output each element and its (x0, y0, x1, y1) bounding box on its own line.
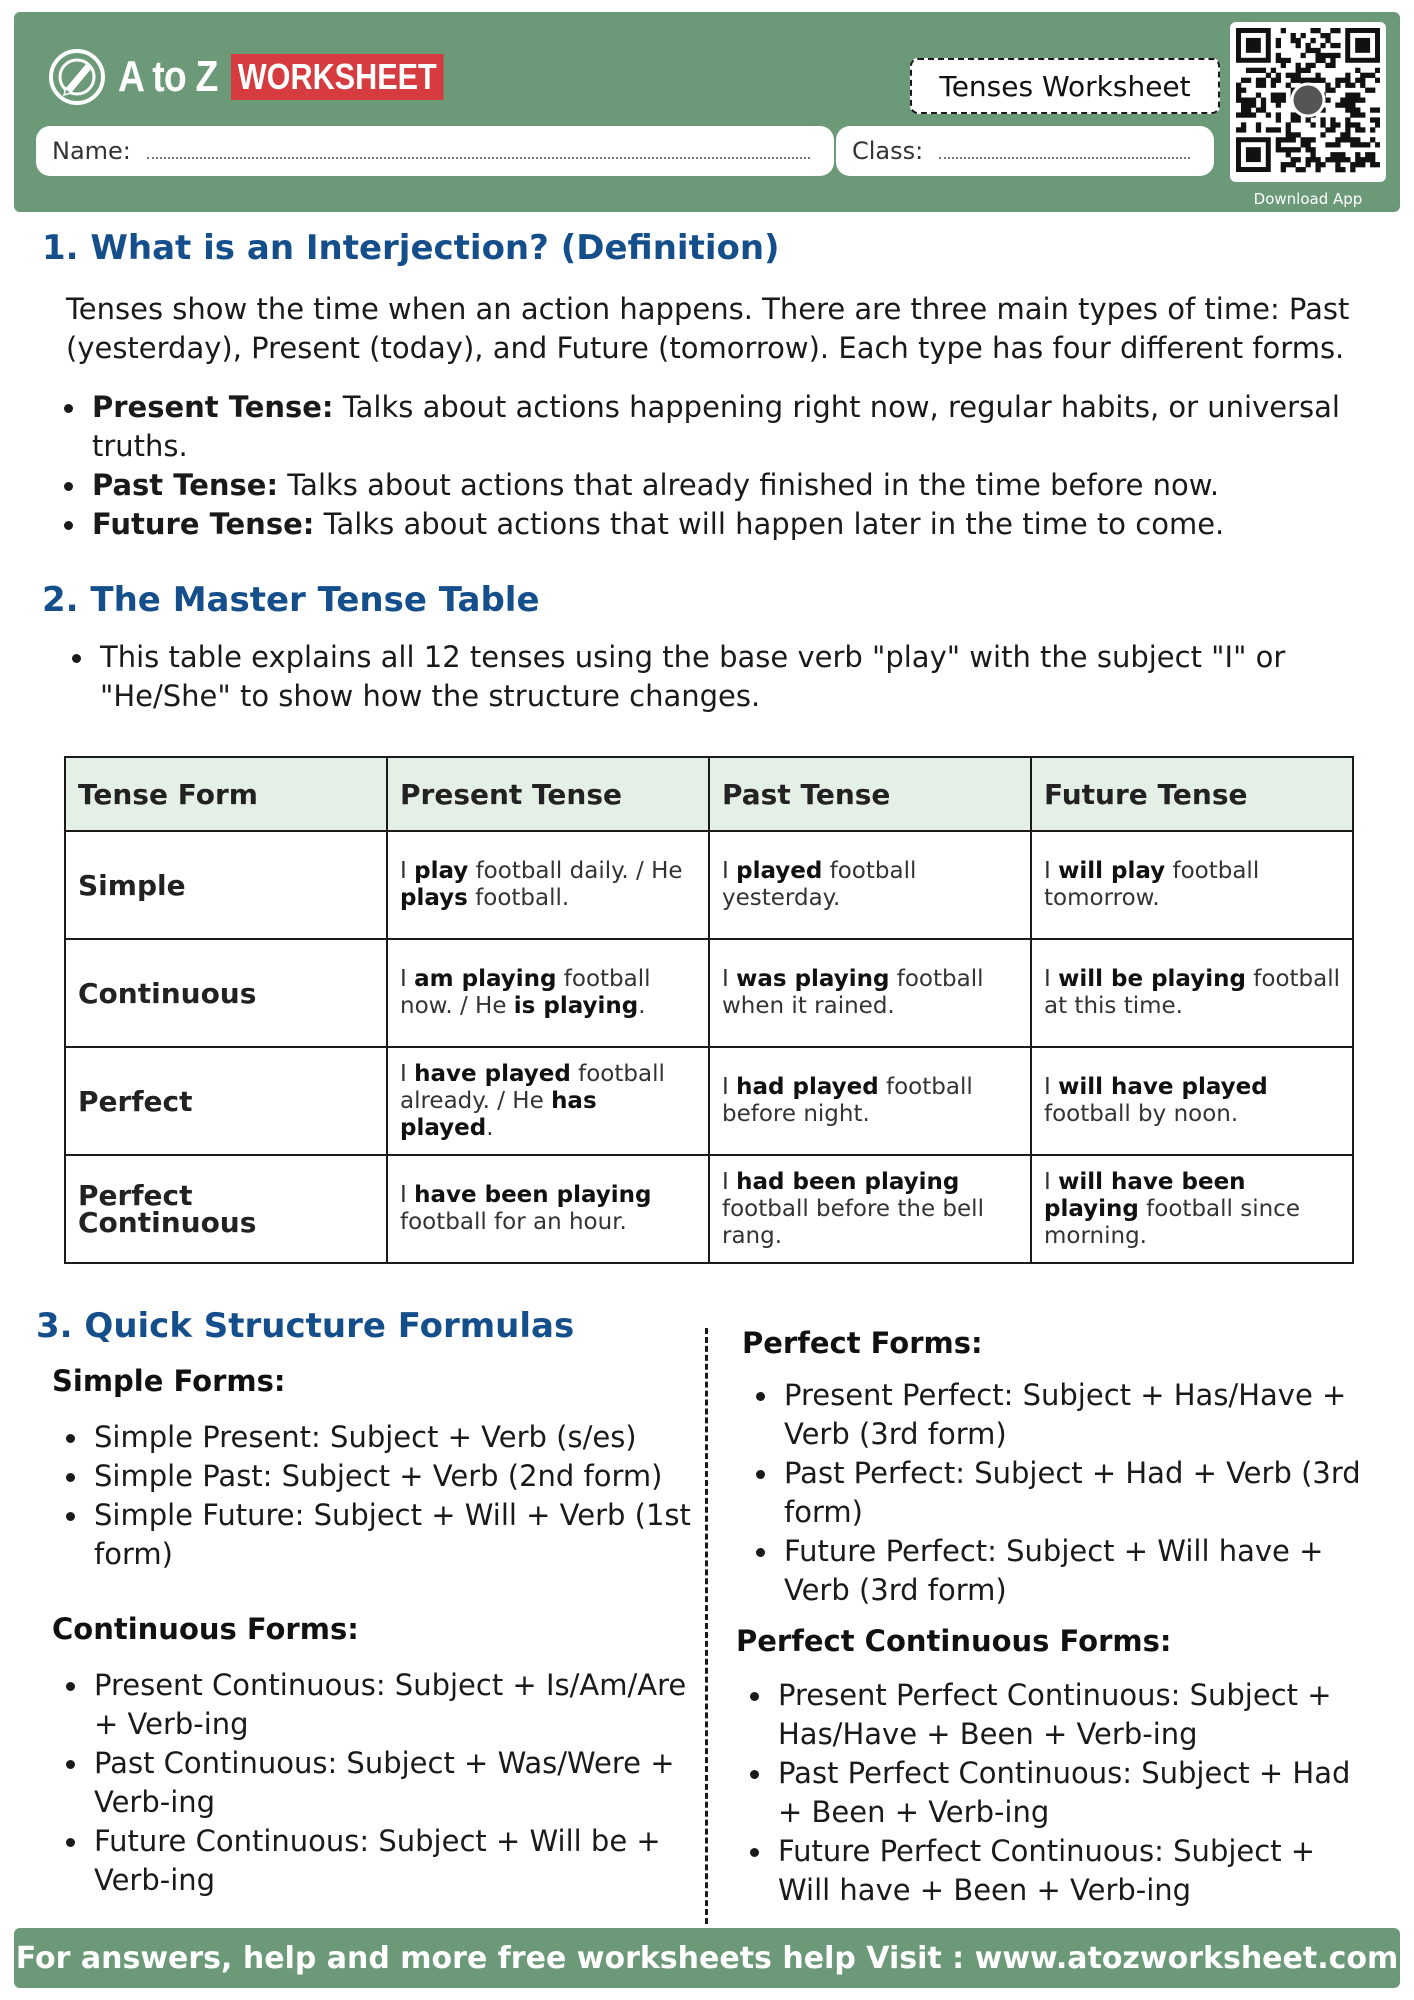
section3-heading: 3. Quick Structure Formulas (36, 1306, 575, 1346)
example-text: I (1044, 858, 1059, 884)
section1-heading: 1. What is an Interjection? (Definition) (42, 228, 780, 268)
formula-item: Past Continuous: Subject + Was/Were + Verb-ing (62, 1744, 692, 1822)
example-text: I (722, 858, 737, 884)
definition-paragraph: Tenses show the time when an action happens. There are three main types of time: Past (yesterday), Present (today), and Future (tomorrow). Each type has four different forms. (66, 292, 1350, 365)
formula-item: Past Perfect Continuous: Subject + Had + Been + Verb-ing (746, 1754, 1376, 1832)
example-text: . (638, 993, 646, 1019)
tense-type-description: Talks about actions that already finished in the time before now. (278, 468, 1220, 502)
perfect-forms-title: Perfect Forms: (742, 1326, 983, 1360)
tense-type-term: Future Tense: (92, 507, 315, 541)
logo (48, 48, 481, 106)
example-text: I (722, 966, 737, 992)
example-text: I (722, 1074, 737, 1100)
verb-highlight: plays (400, 885, 468, 911)
formula-item: Past Perfect: Subject + Had + Verb (3rd form) (752, 1454, 1382, 1532)
verb-highlight: has played (400, 1087, 597, 1141)
example-text: . (486, 1114, 494, 1141)
example-text: football already. / He (400, 1060, 665, 1114)
future-example-cell (1031, 1155, 1353, 1263)
future-example-cell (1031, 1047, 1353, 1155)
formula-item: Simple Present: Subject + Verb (s/es) (62, 1418, 692, 1457)
section2-heading: 2. The Master Tense Table (42, 580, 540, 620)
verb-highlight: was playing (736, 966, 890, 992)
class-label: Class: (852, 137, 924, 165)
column-divider (705, 1328, 708, 1924)
class-blank-line (939, 143, 1190, 159)
perfect-continuous-forms-title: Perfect Continuous Forms: (736, 1624, 1172, 1658)
verb-highlight: had played (736, 1074, 879, 1100)
qr-code[interactable] (1230, 22, 1386, 182)
present-example-cell (387, 831, 709, 939)
pencil-globe-icon (48, 48, 106, 106)
class-field[interactable] (836, 126, 1214, 176)
example-text: football by noon. (1044, 1101, 1239, 1127)
formula-item: Future Perfect: Subject + Will have + Verb (3rd form) (752, 1532, 1382, 1610)
verb-highlight: have played (414, 1060, 571, 1087)
name-blank-line (147, 143, 810, 159)
tense-form-cell: Perfect (65, 1047, 387, 1155)
perfect-continuous-forms-list (746, 1676, 1376, 1910)
example-text: I (1044, 1074, 1059, 1100)
formula-item: Present Continuous: Subject + Is/Am/Are + Verb-ing (62, 1666, 692, 1744)
example-text: I (400, 858, 415, 884)
simple-forms-title: Simple Forms: (52, 1364, 286, 1398)
verb-highlight: will be playing (1058, 966, 1246, 992)
formula-item: Simple Future: Subject + Will + Verb (1st form) (62, 1496, 692, 1574)
tense-type-description: Talks about actions happening right now, regular habits, or universal truths. (92, 390, 1340, 463)
present-example-cell (387, 939, 709, 1047)
formula-item: Simple Past: Subject + Verb (2nd form) (62, 1457, 692, 1496)
table-intro-list (68, 638, 1358, 716)
future-example-cell (1031, 939, 1353, 1047)
master-tense-table (64, 756, 1354, 1264)
table-row (65, 939, 1353, 1047)
past-example-cell (709, 831, 1031, 939)
table-column-header: Past Tense (709, 757, 1031, 831)
example-text: I (1044, 1168, 1059, 1195)
continuous-forms-title: Continuous Forms: (52, 1612, 359, 1646)
formula-item: Present Perfect Continuous: Subject + Has/Have + Been + Verb-ing (746, 1676, 1376, 1754)
example-text: football at this time. (1044, 966, 1341, 1019)
table-intro-item: This table explains all 12 tenses using the base verb "play" with the subject "I" or "He/She" to show how the structure changes. (68, 638, 1358, 716)
example-text: football tomorrow. (1044, 858, 1260, 911)
tense-form-cell: Perfect Continuous (65, 1155, 387, 1263)
example-text: I (400, 966, 415, 992)
table-column-header: Tense Form (65, 757, 387, 831)
qr-code-icon (1236, 28, 1380, 176)
example-text: football. (467, 885, 570, 911)
tense-form-cell: Simple (65, 831, 387, 939)
verb-highlight: will play (1058, 858, 1166, 884)
example-text: I (722, 1168, 737, 1195)
continuous-forms-list (62, 1666, 692, 1900)
worksheet-title: Tenses Worksheet (910, 58, 1220, 114)
example-text: football daily. / He (468, 858, 683, 884)
example-text: football yesterday. (722, 858, 917, 911)
example-text: I (400, 1060, 415, 1087)
verb-highlight: am playing (414, 966, 557, 992)
formula-item: Future Continuous: Subject + Will be + Verb-ing (62, 1822, 692, 1900)
worksheet-header (14, 12, 1400, 212)
table-row (65, 1155, 1353, 1263)
tense-type-term: Past Tense: (92, 468, 279, 502)
tense-type-list (60, 388, 1350, 544)
tense-form-cell: Continuous (65, 939, 387, 1047)
verb-highlight: is playing (513, 993, 639, 1019)
formula-item: Future Perfect Continuous: Subject + Will have + Been + Verb-ing (746, 1832, 1376, 1910)
logo-badge: WORKSHEET (231, 54, 444, 100)
table-row (65, 831, 1353, 939)
example-text: football before night. (722, 1074, 973, 1127)
past-example-cell (709, 1047, 1031, 1155)
example-text: football since morning. (1044, 1195, 1300, 1249)
verb-highlight: will have been playing (1044, 1168, 1246, 1222)
example-text: football when it rained. (722, 966, 984, 1019)
tense-type-description: Talks about actions that will happen later in the time to come. (314, 507, 1225, 541)
formula-item: Present Perfect: Subject + Has/Have + Verb (3rd form) (752, 1376, 1382, 1454)
future-example-cell (1031, 831, 1353, 939)
example-text: football now. / He (400, 966, 651, 1019)
table-column-header: Future Tense (1031, 757, 1353, 831)
footer-banner: For answers, help and more free worksheets help Visit : www.atozworksheet.com (14, 1928, 1400, 1988)
example-text: I (400, 1182, 415, 1208)
tense-type-term: Present Tense: (92, 390, 334, 424)
table-row (65, 1047, 1353, 1155)
present-example-cell (387, 1047, 709, 1155)
table-header-row (65, 757, 1353, 831)
table-column-header: Present Tense (387, 757, 709, 831)
name-label: Name: (52, 137, 131, 165)
perfect-forms-list (752, 1376, 1382, 1610)
qr-caption: Download App (1253, 190, 1363, 208)
verb-highlight: play (414, 858, 469, 884)
present-example-cell (387, 1155, 709, 1263)
tense-type-item (60, 388, 1350, 466)
tense-type-item (60, 505, 1350, 544)
logo-text: A to Z (118, 52, 218, 101)
past-example-cell (709, 1155, 1031, 1263)
example-text: football for an hour. (400, 1209, 627, 1235)
simple-forms-list (62, 1418, 692, 1574)
verb-highlight: will have played (1058, 1074, 1268, 1100)
past-example-cell (709, 939, 1031, 1047)
verb-highlight: have been playing (414, 1182, 652, 1208)
name-field[interactable] (36, 126, 834, 176)
verb-highlight: played (736, 858, 823, 884)
verb-highlight: had been playing (736, 1168, 960, 1195)
tense-type-item (60, 466, 1350, 505)
example-text: football before the bell rang. (722, 1195, 984, 1249)
example-text: I (1044, 966, 1059, 992)
